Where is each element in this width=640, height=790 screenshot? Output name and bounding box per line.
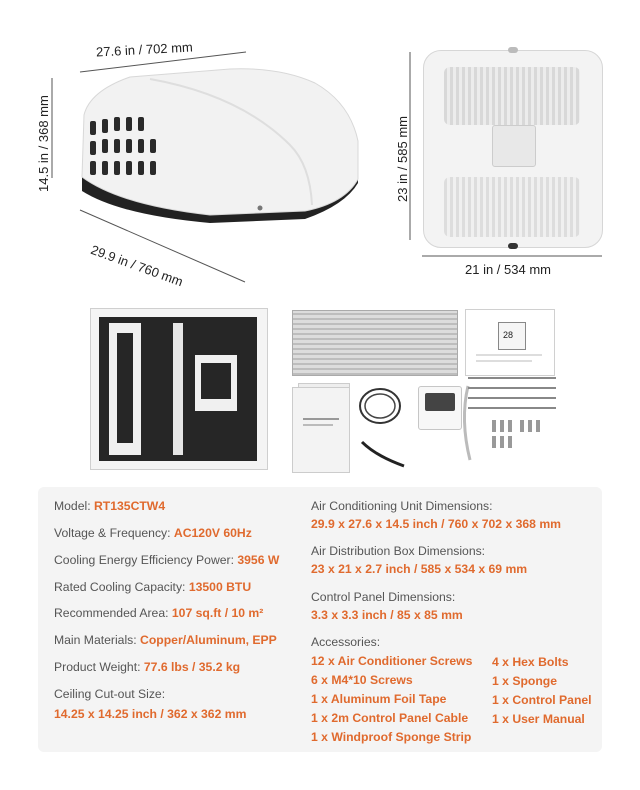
- accessory-item: 4 x Hex Bolts: [492, 655, 569, 669]
- aluminum-foil-sheet: [292, 310, 458, 376]
- materials-value: Copper/Aluminum, EPP: [140, 633, 277, 647]
- accessory-item: 6 x M4*10 Screws: [311, 673, 413, 687]
- unit-depth-dimension: 29.9 in / 760 mm: [88, 242, 185, 290]
- unit-height-dimension: 14.5 in / 368 mm: [36, 95, 51, 192]
- accessory-item: 1 x Windproof Sponge Strip: [311, 730, 472, 744]
- unit-width-dimension: 27.6 in / 702 mm: [95, 39, 194, 60]
- cutout-label: Ceiling Cut-out Size:: [54, 687, 166, 701]
- frame-inner: [99, 317, 257, 461]
- weight-label: Product Weight:: [54, 660, 141, 674]
- accessory-item: 1 x 2m Control Panel Cable: [311, 711, 469, 725]
- power-label: Cooling Energy Efficiency Power:: [54, 553, 234, 567]
- accessory-item: 12 x Air Conditioner Screws: [311, 654, 473, 668]
- area-value: 107 sq.ft / 10 m²: [171, 606, 264, 620]
- box-dims-value: 23 x 21 x 2.7 inch / 585 x 534 x 69 mm: [311, 562, 528, 576]
- control-panel-cable: [356, 384, 416, 474]
- materials-label: Main Materials:: [54, 633, 137, 647]
- thermostat-readout: 28: [503, 330, 514, 340]
- bottom-tab: [508, 243, 518, 249]
- capacity-value: 13500 BTU: [188, 580, 252, 594]
- frame-plate: [195, 355, 237, 411]
- weight-row: [54, 660, 240, 674]
- area-row: [54, 606, 263, 620]
- box-control-panel: [492, 125, 536, 167]
- frame-left-bracket: [109, 323, 141, 455]
- model-row: [54, 499, 165, 513]
- power-value: 3956 W: [237, 553, 280, 567]
- voltage-value: AC120V 60Hz: [173, 526, 252, 540]
- model-value: RT135CTW4: [93, 499, 166, 513]
- materials-row: [54, 633, 277, 647]
- voltage-label: Voltage & Frequency:: [54, 526, 171, 540]
- ac-dims-value: 29.9 x 27.6 x 14.5 inch / 760 x 702 x 368 mm: [311, 517, 562, 531]
- capacity-label: Rated Cooling Capacity:: [54, 580, 186, 594]
- voltage-row: [54, 526, 252, 540]
- ceiling-frame: [90, 308, 268, 470]
- capacity-row: [54, 580, 251, 594]
- panel-dims-value: 3.3 x 3.3 inch / 85 x 85 mm: [311, 608, 463, 622]
- box-width-dimension: 21 in / 534 mm: [465, 262, 551, 277]
- area-label: Recommended Area:: [54, 606, 169, 620]
- top-tab: [508, 47, 518, 53]
- power-row: [54, 553, 279, 567]
- frame-center-rail: [173, 323, 183, 455]
- hex-bolts-and-screws: [464, 374, 564, 474]
- air-distribution-box: [423, 50, 603, 248]
- accessory-item: 1 x Control Panel: [492, 693, 592, 707]
- accessories-label: Accessories:: [311, 635, 381, 649]
- box-dims-label: Air Distribution Box Dimensions:: [311, 544, 486, 558]
- lower-vent-grille: [444, 177, 580, 237]
- accessory-item: 1 x Aluminum Foil Tape: [311, 692, 447, 706]
- user-manual-sheet: [465, 309, 555, 376]
- accessory-item: 1 x User Manual: [492, 712, 585, 726]
- accessory-item: 1 x Sponge: [492, 674, 558, 688]
- vent-grille: [444, 67, 580, 125]
- box-height-dimension: 23 in / 585 mm: [395, 116, 410, 202]
- weight-value: 77.6 lbs / 35.2 kg: [143, 660, 241, 674]
- panel-dims-label: Control Panel Dimensions:: [311, 590, 456, 604]
- model-label: Model:: [54, 499, 91, 513]
- manual-booklet: [292, 387, 350, 473]
- cutout-value: 14.25 x 14.25 inch / 362 x 362 mm: [54, 707, 247, 721]
- ac-dims-label: Air Conditioning Unit Dimensions:: [311, 499, 493, 513]
